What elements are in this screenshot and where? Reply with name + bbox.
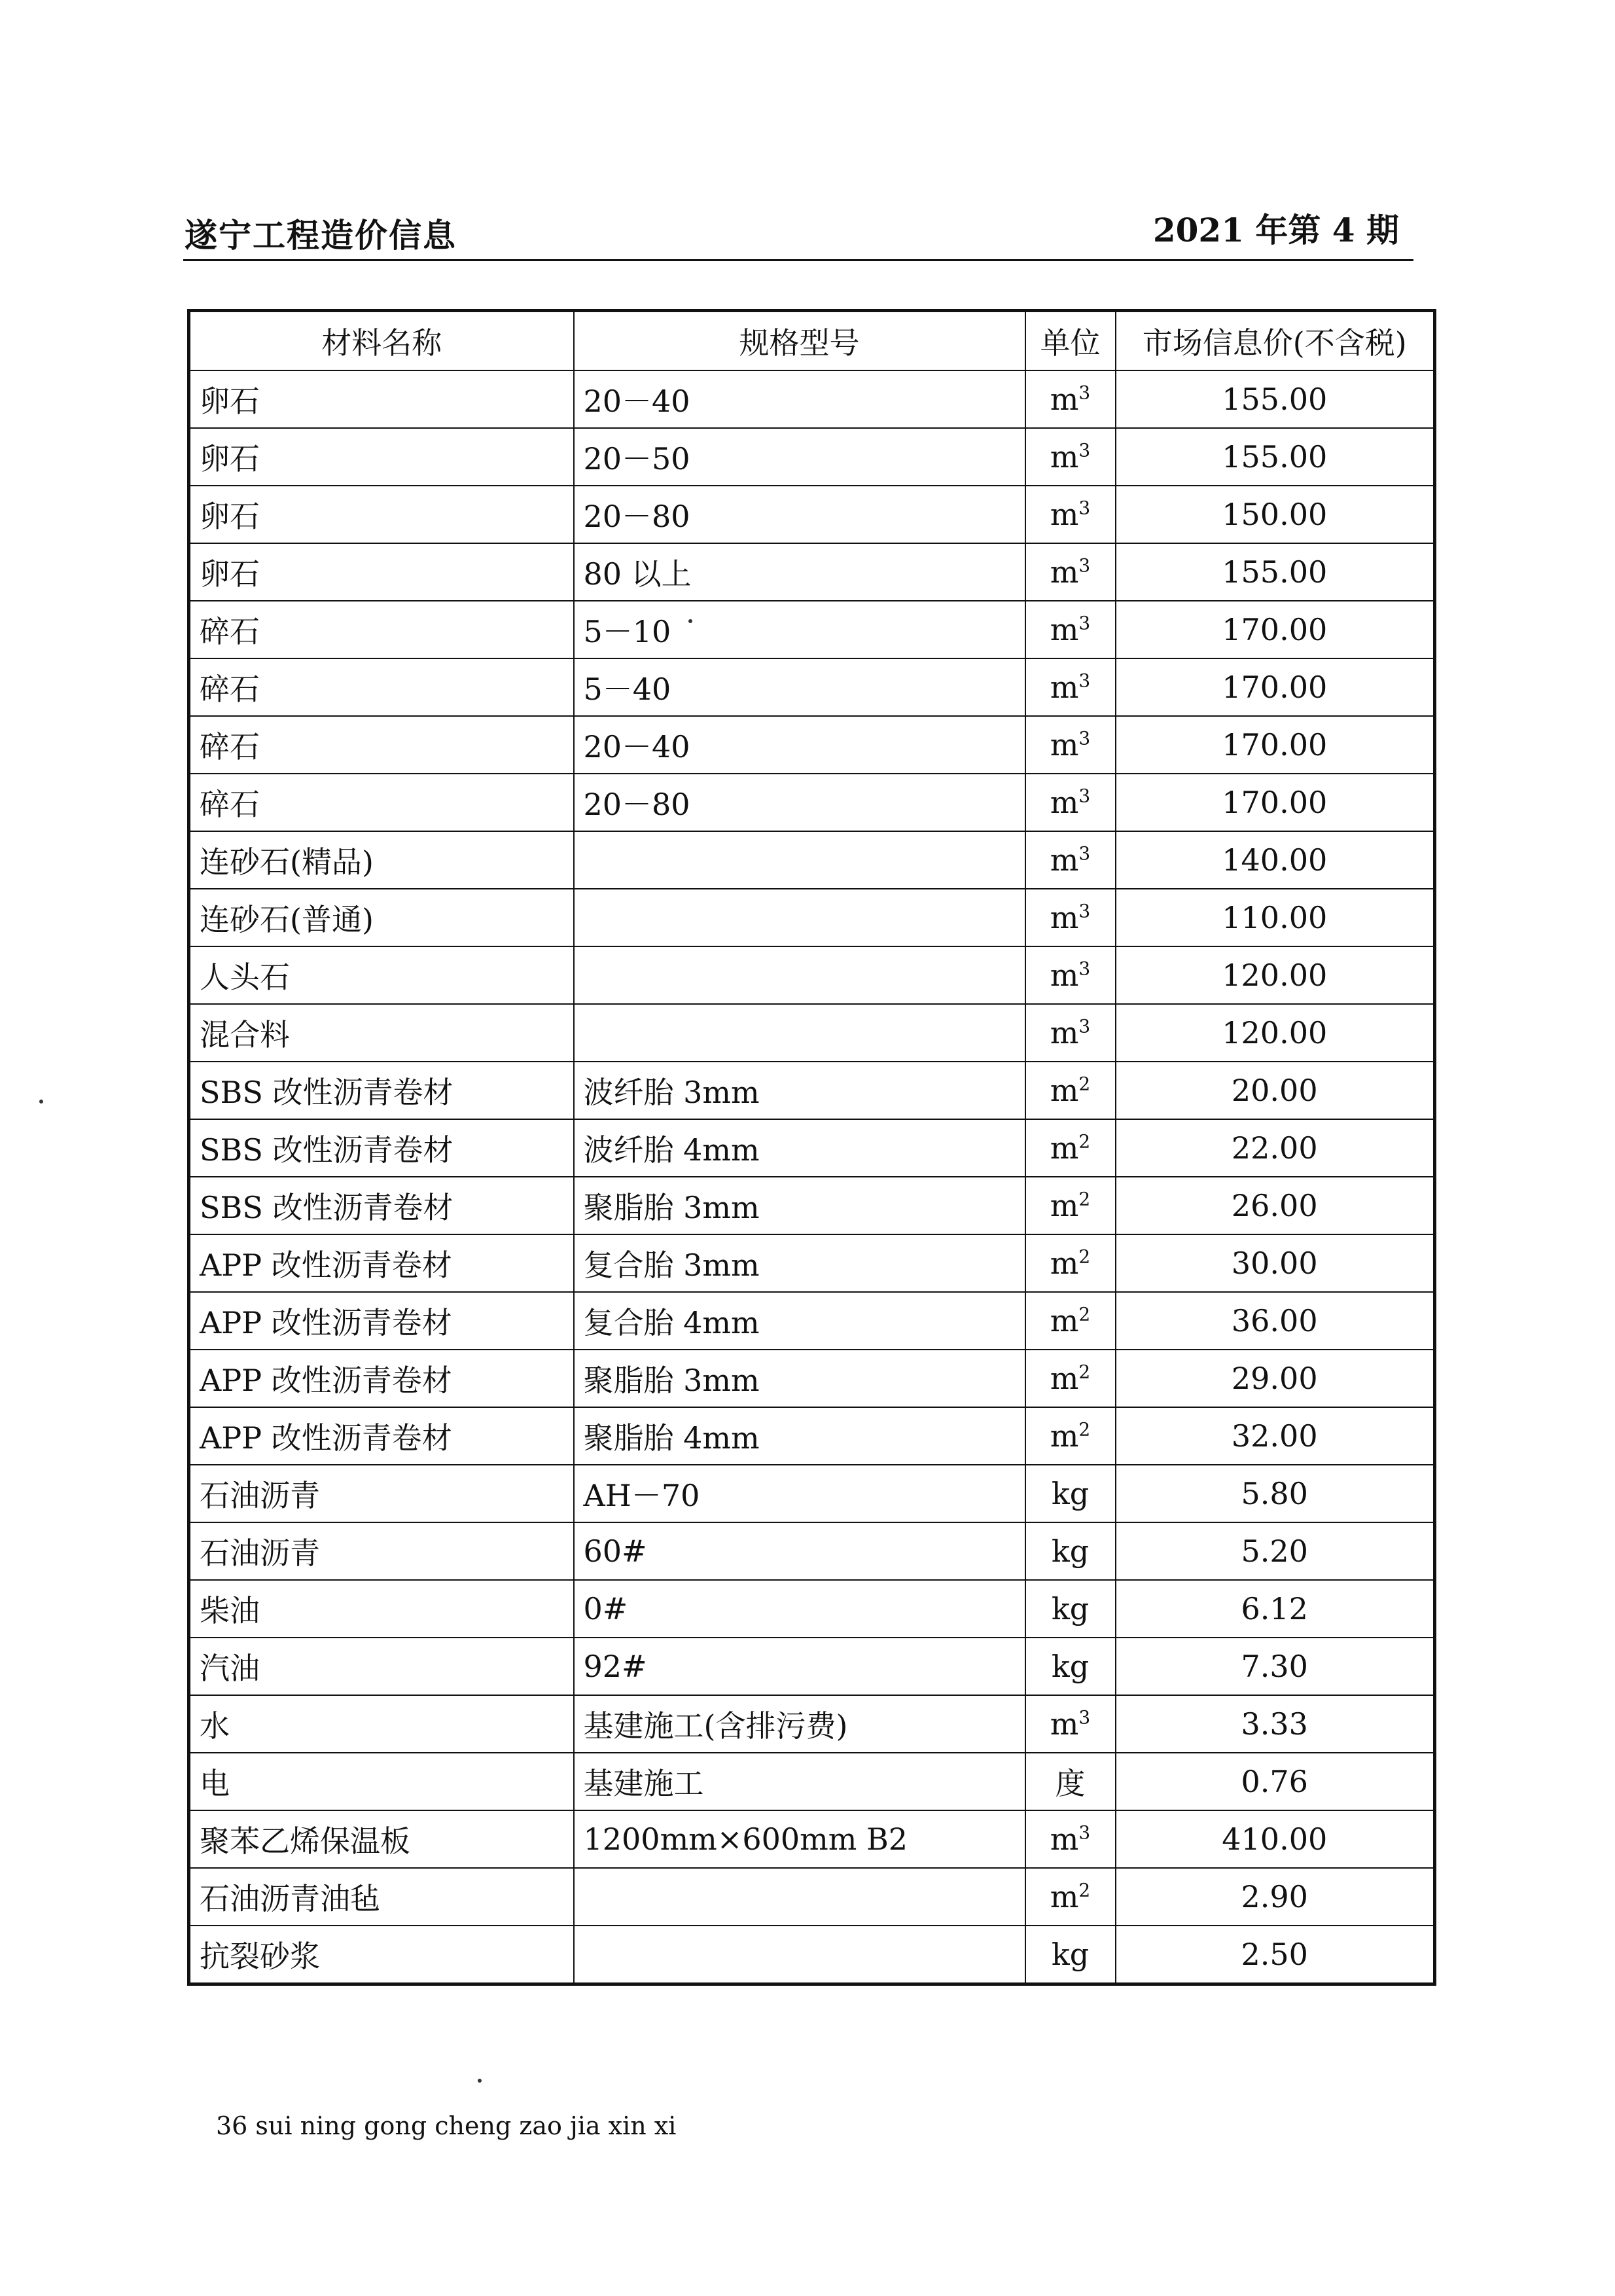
table-row — [189, 658, 1435, 716]
price-cell: 150.00 — [1116, 486, 1435, 543]
table-row — [189, 486, 1435, 543]
material-name-cell: 碎石 — [189, 716, 574, 774]
unit-exponent: 3 — [1078, 842, 1091, 865]
spec-cell: 基建施工(含排污费) — [574, 1695, 1025, 1753]
material-name-cell: 碎石 — [189, 774, 574, 831]
spec-cell: 聚脂胎 3mm — [574, 1350, 1025, 1407]
material-name-cell: APP 改性沥青卷材 — [189, 1350, 574, 1407]
price-cell: 29.00 — [1116, 1350, 1435, 1407]
spec-cell: 20－80 — [574, 774, 1025, 831]
issue-label: 2021 年第 4 期 — [1152, 211, 1399, 249]
spec-cell: 20－40 — [574, 716, 1025, 774]
spec-cell: 80 以上 — [574, 543, 1025, 601]
spec-cell — [574, 1868, 1025, 1926]
unit-base: m — [1050, 612, 1079, 647]
unit-base: m — [1050, 1303, 1079, 1338]
unit-exponent: 3 — [1078, 1015, 1091, 1037]
price-cell: 7.30 — [1116, 1638, 1435, 1695]
unit-exponent: 3 — [1078, 1821, 1091, 1844]
material-name-cell: 连砂石(精品) — [189, 831, 574, 889]
unit-base: m — [1050, 1246, 1079, 1281]
unit-base: kg — [1051, 1649, 1090, 1684]
unit-cell — [1025, 1522, 1116, 1580]
price-cell: 30.00 — [1116, 1234, 1435, 1292]
table-row — [189, 1638, 1435, 1695]
unit-base: m — [1050, 1073, 1079, 1108]
spec-cell: 20－50 — [574, 428, 1025, 486]
unit-cell — [1025, 486, 1116, 543]
unit-cell — [1025, 1926, 1116, 1984]
price-cell: 2.90 — [1116, 1868, 1435, 1926]
column-header-spec: 规格型号 — [574, 311, 1025, 371]
spec-cell: 复合胎 3mm — [574, 1234, 1025, 1292]
unit-exponent: 3 — [1078, 1706, 1091, 1729]
unit-base: m — [1050, 1015, 1079, 1050]
table-row — [189, 1753, 1435, 1810]
price-cell: 120.00 — [1116, 946, 1435, 1004]
unit-base: m — [1050, 1879, 1079, 1914]
unit-base: m — [1050, 1188, 1079, 1223]
table-row — [189, 428, 1435, 486]
material-name-cell: APP 改性沥青卷材 — [189, 1234, 574, 1292]
spec-cell: 20－80 — [574, 486, 1025, 543]
unit-cell — [1025, 1465, 1116, 1522]
column-header-unit: 单位 — [1025, 311, 1116, 371]
table-row — [189, 774, 1435, 831]
unit-exponent: 2 — [1078, 1303, 1091, 1325]
spec-cell — [574, 946, 1025, 1004]
unit-base: kg — [1051, 1534, 1090, 1569]
table-row — [189, 543, 1435, 601]
material-name-cell: 石油沥青 — [189, 1465, 574, 1522]
unit-exponent: 3 — [1078, 439, 1091, 461]
unit-base: m — [1050, 785, 1079, 820]
unit-base: kg — [1051, 1937, 1090, 1972]
table-row — [189, 1004, 1435, 1062]
unit-cell — [1025, 370, 1116, 428]
spec-cell: 92# — [574, 1638, 1025, 1695]
unit-base: m — [1050, 670, 1079, 705]
price-cell: 32.00 — [1116, 1407, 1435, 1465]
unit-cell — [1025, 1119, 1116, 1177]
table-row — [189, 1407, 1435, 1465]
scan-speck — [478, 2079, 482, 2083]
unit-base: m — [1050, 727, 1079, 762]
unit-cell — [1025, 1638, 1116, 1695]
unit-cell — [1025, 774, 1116, 831]
spec-cell — [574, 1926, 1025, 1984]
unit-exponent: 2 — [1078, 1188, 1091, 1210]
unit-cell — [1025, 658, 1116, 716]
unit-exponent: 3 — [1078, 727, 1091, 749]
price-cell: 155.00 — [1116, 543, 1435, 601]
spec-cell: 60# — [574, 1522, 1025, 1580]
spec-cell: 复合胎 4mm — [574, 1292, 1025, 1350]
unit-base: m — [1050, 1821, 1079, 1857]
material-name-cell: 汽油 — [189, 1638, 574, 1695]
unit-exponent: 3 — [1078, 670, 1091, 692]
table-row — [189, 1580, 1435, 1638]
material-name-cell: 石油沥青油毡 — [189, 1868, 574, 1926]
column-header-material-name: 材料名称 — [189, 311, 574, 371]
unit-base: m — [1050, 439, 1079, 475]
material-name-cell: 柴油 — [189, 1580, 574, 1638]
unit-exponent: 2 — [1078, 1418, 1091, 1441]
table-row — [189, 370, 1435, 428]
table-row — [189, 1234, 1435, 1292]
unit-cell — [1025, 543, 1116, 601]
spec-cell: 聚脂胎 4mm — [574, 1407, 1025, 1465]
price-cell: 5.20 — [1116, 1522, 1435, 1580]
price-cell: 170.00 — [1116, 601, 1435, 658]
table-row — [189, 1810, 1435, 1868]
material-name-cell: 抗裂砂浆 — [189, 1926, 574, 1984]
table-row — [189, 1350, 1435, 1407]
unit-base: kg — [1051, 1476, 1090, 1511]
unit-base: kg — [1051, 1591, 1090, 1626]
table-header-row — [189, 311, 1435, 371]
column-header-price: 市场信息价(不含税) — [1116, 311, 1435, 371]
material-price-table — [187, 309, 1436, 1986]
material-name-cell: 卵石 — [189, 543, 574, 601]
spec-cell — [574, 889, 1025, 946]
price-cell: 140.00 — [1116, 831, 1435, 889]
price-cell: 36.00 — [1116, 1292, 1435, 1350]
material-name-cell: 卵石 — [189, 370, 574, 428]
unit-cell — [1025, 1407, 1116, 1465]
unit-exponent: 3 — [1078, 497, 1091, 519]
unit-exponent: 3 — [1078, 785, 1091, 807]
scan-speck — [688, 619, 692, 623]
unit-exponent: 2 — [1078, 1073, 1091, 1095]
table-row — [189, 1465, 1435, 1522]
material-name-cell: 卵石 — [189, 428, 574, 486]
unit-base: m — [1050, 842, 1079, 878]
material-name-cell: SBS 改性沥青卷材 — [189, 1062, 574, 1119]
table-row — [189, 1522, 1435, 1580]
header-divider — [183, 259, 1413, 261]
unit-exponent: 2 — [1078, 1879, 1091, 1901]
material-name-cell: 电 — [189, 1753, 574, 1810]
scan-speck — [39, 1100, 43, 1103]
price-cell: 410.00 — [1116, 1810, 1435, 1868]
price-cell: 155.00 — [1116, 370, 1435, 428]
price-cell: 20.00 — [1116, 1062, 1435, 1119]
unit-cell — [1025, 716, 1116, 774]
material-name-cell: APP 改性沥青卷材 — [189, 1407, 574, 1465]
price-cell: 170.00 — [1116, 658, 1435, 716]
unit-exponent: 2 — [1078, 1130, 1091, 1153]
unit-exponent: 3 — [1078, 382, 1091, 404]
unit-exponent: 2 — [1078, 1246, 1091, 1268]
table-row — [189, 1868, 1435, 1926]
unit-exponent: 3 — [1078, 612, 1091, 634]
unit-exponent: 2 — [1078, 1361, 1091, 1383]
table-row — [189, 601, 1435, 658]
price-cell: 110.00 — [1116, 889, 1435, 946]
table-row — [189, 1926, 1435, 1984]
unit-cell — [1025, 1234, 1116, 1292]
price-cell: 5.80 — [1116, 1465, 1435, 1522]
table-row — [189, 1119, 1435, 1177]
price-cell: 120.00 — [1116, 1004, 1435, 1062]
unit-base: 度 — [1055, 1766, 1086, 1801]
unit-base: m — [1050, 1130, 1079, 1166]
unit-base: m — [1050, 1418, 1079, 1454]
material-name-cell: SBS 改性沥青卷材 — [189, 1177, 574, 1234]
table-row — [189, 1695, 1435, 1753]
spec-cell: 1200mm×600mm B2 — [574, 1810, 1025, 1868]
material-name-cell: 碎石 — [189, 658, 574, 716]
spec-cell: 20－40 — [574, 370, 1025, 428]
publication-title: 遂宁工程造价信息 — [185, 216, 457, 255]
unit-exponent: 3 — [1078, 900, 1091, 922]
unit-cell — [1025, 1292, 1116, 1350]
price-cell: 22.00 — [1116, 1119, 1435, 1177]
unit-cell — [1025, 1810, 1116, 1868]
price-cell: 2.50 — [1116, 1926, 1435, 1984]
material-name-cell: 连砂石(普通) — [189, 889, 574, 946]
unit-exponent: 3 — [1078, 554, 1091, 577]
unit-cell — [1025, 1753, 1116, 1810]
table-row — [189, 1062, 1435, 1119]
material-name-cell: 聚苯乙烯保温板 — [189, 1810, 574, 1868]
spec-cell: AH－70 — [574, 1465, 1025, 1522]
table-row — [189, 1177, 1435, 1234]
price-cell: 0.76 — [1116, 1753, 1435, 1810]
price-cell: 26.00 — [1116, 1177, 1435, 1234]
unit-cell — [1025, 601, 1116, 658]
unit-base: m — [1050, 1706, 1079, 1742]
unit-exponent: 3 — [1078, 958, 1091, 980]
unit-cell — [1025, 1580, 1116, 1638]
price-cell: 3.33 — [1116, 1695, 1435, 1753]
spec-cell: 0# — [574, 1580, 1025, 1638]
spec-cell: 基建施工 — [574, 1753, 1025, 1810]
page-footer: 36 sui ning gong cheng zao jia xin xi — [216, 2111, 677, 2140]
material-name-cell: 混合料 — [189, 1004, 574, 1062]
table-row — [189, 946, 1435, 1004]
spec-cell: 5－10 — [574, 601, 1025, 658]
spec-cell: 5－40 — [574, 658, 1025, 716]
unit-cell — [1025, 1868, 1116, 1926]
price-cell: 170.00 — [1116, 774, 1435, 831]
material-name-cell: 人头石 — [189, 946, 574, 1004]
table-row — [189, 1292, 1435, 1350]
unit-cell — [1025, 1695, 1116, 1753]
unit-cell — [1025, 428, 1116, 486]
unit-base: m — [1050, 497, 1079, 532]
unit-cell — [1025, 831, 1116, 889]
unit-cell — [1025, 1350, 1116, 1407]
unit-base: m — [1050, 382, 1079, 417]
spec-cell: 波纤胎 4mm — [574, 1119, 1025, 1177]
table-row — [189, 831, 1435, 889]
spec-cell: 聚脂胎 3mm — [574, 1177, 1025, 1234]
spec-cell — [574, 1004, 1025, 1062]
price-cell: 170.00 — [1116, 716, 1435, 774]
unit-cell — [1025, 1062, 1116, 1119]
material-name-cell: 卵石 — [189, 486, 574, 543]
unit-base: m — [1050, 1361, 1079, 1396]
table-row — [189, 716, 1435, 774]
table-row — [189, 889, 1435, 946]
unit-base: m — [1050, 958, 1079, 993]
unit-cell — [1025, 889, 1116, 946]
spec-cell: 波纤胎 3mm — [574, 1062, 1025, 1119]
unit-cell — [1025, 1004, 1116, 1062]
material-name-cell: 水 — [189, 1695, 574, 1753]
material-name-cell: 碎石 — [189, 601, 574, 658]
price-cell: 6.12 — [1116, 1580, 1435, 1638]
material-name-cell: 石油沥青 — [189, 1522, 574, 1580]
material-name-cell: SBS 改性沥青卷材 — [189, 1119, 574, 1177]
table-body — [189, 370, 1435, 1984]
unit-cell — [1025, 946, 1116, 1004]
unit-base: m — [1050, 900, 1079, 935]
spec-cell — [574, 831, 1025, 889]
material-name-cell: APP 改性沥青卷材 — [189, 1292, 574, 1350]
price-cell: 155.00 — [1116, 428, 1435, 486]
unit-cell — [1025, 1177, 1116, 1234]
unit-base: m — [1050, 554, 1079, 590]
